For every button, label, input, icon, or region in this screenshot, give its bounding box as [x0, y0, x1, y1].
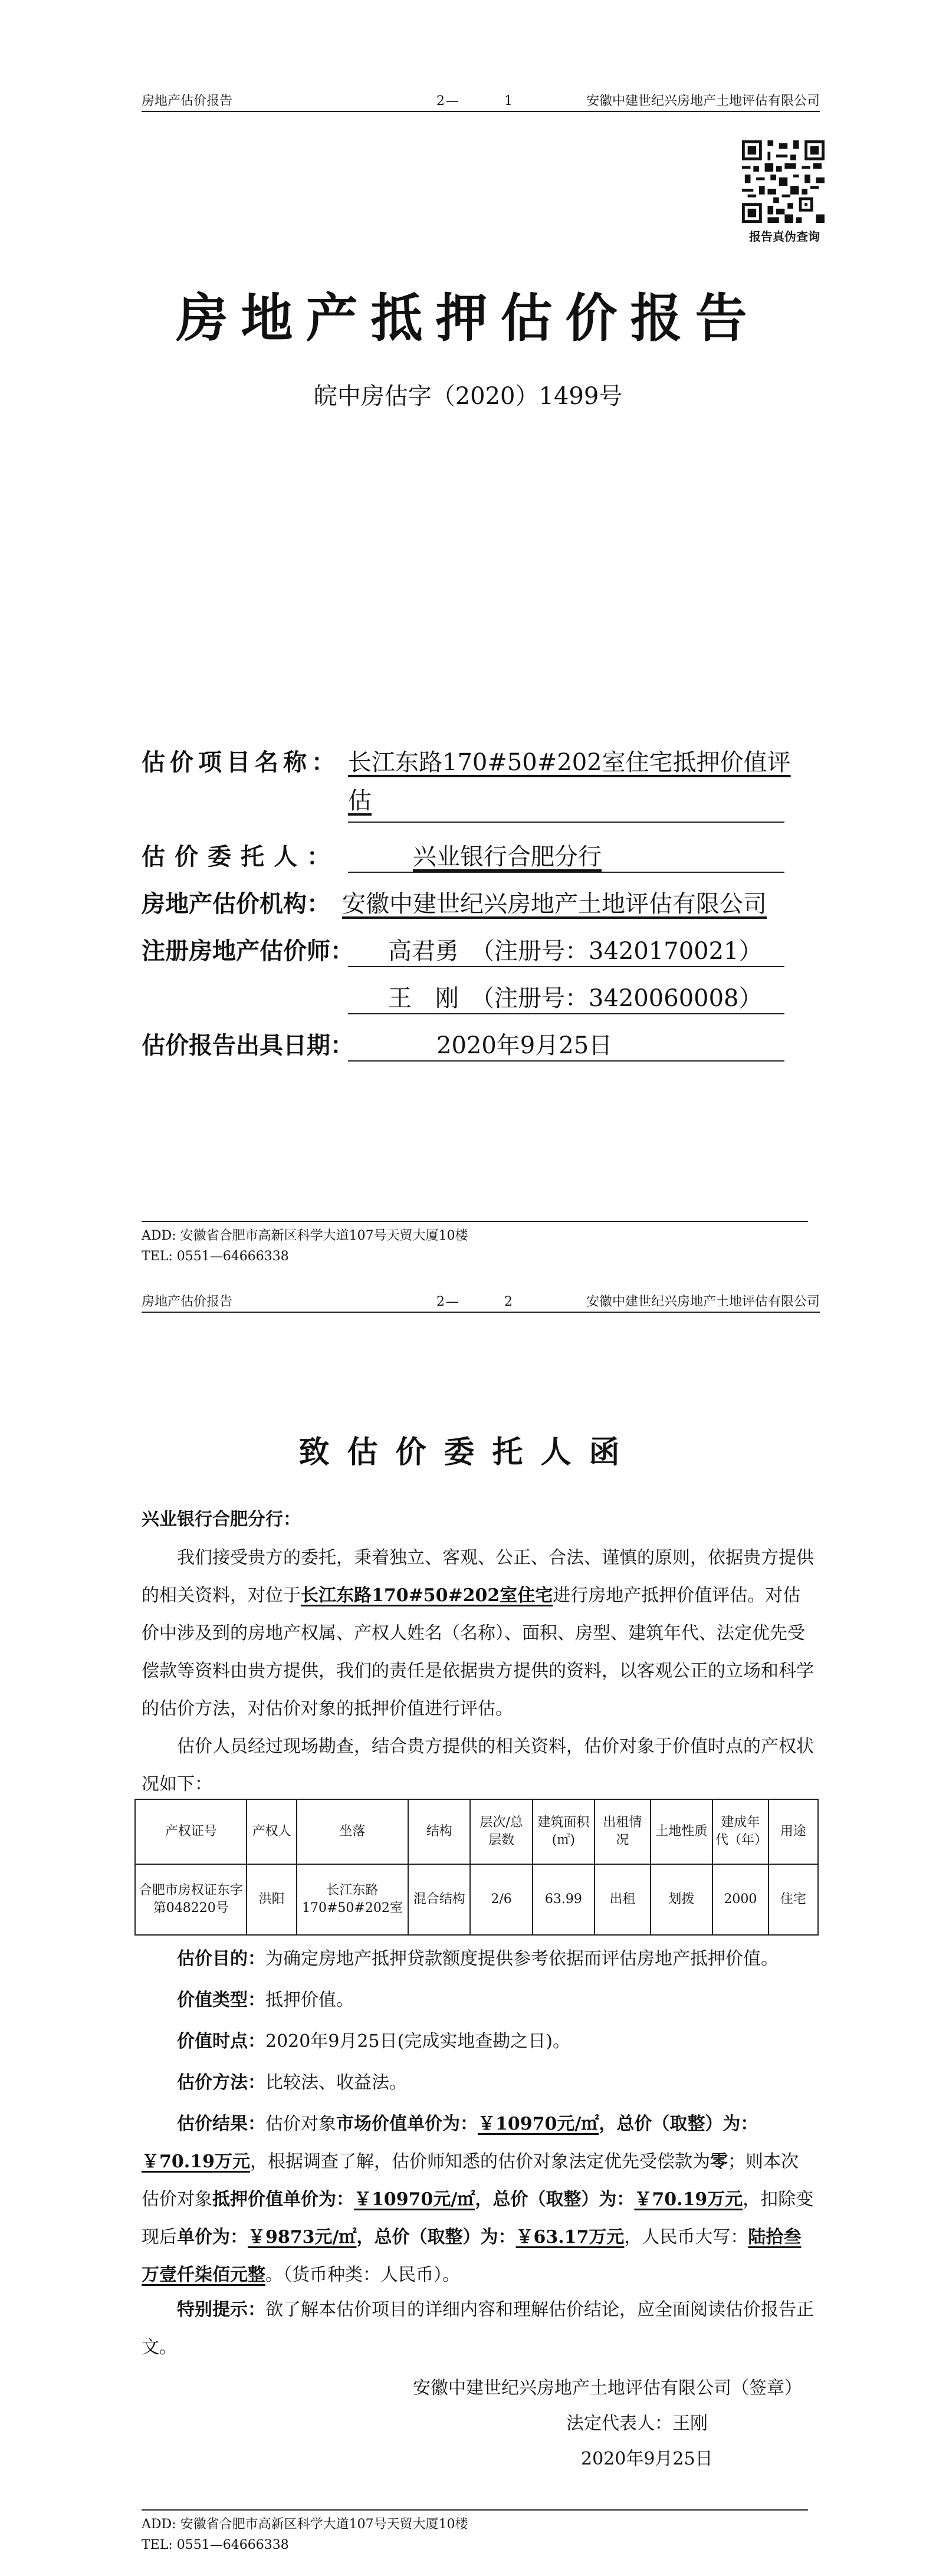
type-label: 价值类型：: [177, 1990, 265, 2010]
signature-date: 2020年9月25日: [581, 2449, 713, 2469]
footer-address: ADD: 安徽省合肥市高新区科学大道107号天贸大厦10楼: [142, 2517, 468, 2532]
result-text-3: ；则本次估价对象: [142, 2151, 799, 2210]
amount-in-words: 陆拾叁万壹仟柒佰元整: [142, 2227, 802, 2285]
project-underline: [348, 822, 784, 823]
market-unit-price: ￥10970元/㎡: [478, 2114, 599, 2134]
time-value: 2020年9月25日(完成实地查勘之日)。: [265, 2031, 571, 2052]
mortgage-unit-price: ￥10970元/㎡: [354, 2189, 475, 2210]
result-bold-2: ，总价（取整）为：: [599, 2114, 758, 2134]
para1-address: 长江东路170#50#202室住宅: [301, 1585, 553, 1606]
appraiser-label: 注册房地产估价师：: [142, 937, 354, 965]
th-structure: 结构: [408, 1799, 470, 1864]
report-ref-number: 皖中房估字（2020）1499号: [313, 383, 623, 410]
appraiser-2-underline: [348, 1013, 784, 1014]
value-time-line: [177, 2023, 814, 2061]
td-structure: 混合结构: [408, 1864, 470, 1935]
th-area: 建筑面积(㎡): [533, 1799, 595, 1864]
header-page-prefix: 2—: [436, 94, 460, 109]
result-bold-1: 市场价值单价为：: [336, 2114, 478, 2134]
td-area: 63.99: [533, 1864, 595, 1935]
td-rental: 出租: [595, 1864, 651, 1935]
date-underline: [348, 1060, 784, 1062]
header-company: 安徽中建世纪兴房地产土地评估有限公司: [586, 1294, 820, 1309]
page-header: [142, 93, 820, 112]
result-bold-5: ，总价（取整）为：: [475, 2189, 635, 2210]
letter-addressee: 兴业银行合肥分行：: [142, 1509, 301, 1530]
agency-value: 安徽中建世纪兴房地产土地评估有限公司: [342, 891, 767, 918]
th-land-type: 土地性质: [651, 1799, 712, 1864]
project-label: 估价项目名称：: [142, 748, 340, 776]
purpose-label: 估价目的：: [177, 1949, 265, 1969]
appraiser-1: 高君勇 （注册号：3420170021）: [388, 938, 763, 965]
th-location: 坐落: [297, 1799, 408, 1864]
footer-tel: TEL: 0551—64666338: [142, 2538, 289, 2552]
priority-amount: 零: [710, 2151, 728, 2172]
header-page-prefix: 2—: [436, 1294, 460, 1309]
th-rental: 出租情况: [595, 1799, 651, 1864]
method-label: 估价方法：: [177, 2072, 265, 2093]
letter-paragraph-1: [142, 1539, 814, 1728]
result-text-2: ，根据调查了解，估价师知悉的估价对象法定优先受偿款为: [249, 2151, 710, 2172]
tip-value: 欲了解本估价项目的详细内容和理解估价结论，应全面阅读估价报告正文。: [142, 2299, 814, 2358]
header-left: 房地产估价报告: [142, 1294, 233, 1309]
net-unit-price: ￥9873元/㎡: [248, 2227, 357, 2248]
method-value: 比较法、收益法。: [265, 2072, 407, 2093]
th-cert-no: 产权证号: [135, 1799, 247, 1864]
mortgage-total-price: ￥70.19万元: [634, 2189, 743, 2210]
result-text-4: ，扣除变现后: [142, 2189, 814, 2248]
td-location: 长江东路170#50#202室: [297, 1864, 408, 1935]
project-value-line1: 长江东路170#50#202室住宅抵押价值评: [348, 749, 791, 776]
market-total-price: ￥70.19万元: [142, 2151, 250, 2172]
special-tip: [142, 2291, 814, 2367]
th-usage: 用途: [768, 1799, 818, 1864]
result-bold-4: 抵押价值单价为：: [212, 2189, 354, 2210]
method-line: [177, 2064, 814, 2102]
th-owner: 产权人: [247, 1799, 296, 1864]
footer-address: ADD: 安徽省合肥市高新区科学大道107号天贸大厦10楼: [142, 1228, 468, 1243]
table-row: [135, 1864, 818, 1935]
client-value: 兴业银行合肥分行: [413, 843, 602, 870]
td-usage: 住宅: [768, 1864, 818, 1935]
footer-tel: TEL: 0551—64666338: [142, 1249, 289, 1264]
page-header: [142, 1294, 820, 1313]
td-land-type: 划拨: [651, 1864, 712, 1935]
report-title: 房地产抵押估价报告: [176, 287, 760, 349]
value-type-line: [177, 1982, 814, 2019]
header-page-number: 1: [504, 94, 513, 109]
td-floor: 2/6: [470, 1864, 532, 1935]
letter-title: 致估价委托人函: [298, 1434, 638, 1470]
qr-caption: 报告真伪查询: [749, 229, 820, 244]
para1-text-b: 进行房地产抵押价值评估。对估价中涉及到的房地产权属、产权人姓名（名称）、面积、房型、建筑年代、法定优先受偿款等资料由贵方提供，我们的责任是依据贵方提供的资料，以客观公正的立场和科学的估价方法，对估价对象的抵押价值进行评估。: [142, 1585, 814, 1719]
client-underline: [348, 872, 784, 873]
th-built-year: 建成年代（年）: [712, 1799, 768, 1864]
signature-company: 安徽中建世纪兴房地产土地评估有限公司（签章）: [413, 2378, 802, 2398]
letter-paragraph-2: 估价人员经过现场勘查，结合贵方提供的相关资料，估价对象于价值时点的产权状况如下：: [142, 1736, 814, 1795]
property-table: [134, 1799, 819, 1936]
para1-text-a: 我们接受贵方的委托，秉着独立、客观、公正、合法、谨慎的原则，依据贵方提供的相关资料，对位于: [142, 1547, 814, 1606]
qr-code-icon[interactable]: [742, 140, 825, 223]
time-label: 价值时点：: [177, 2031, 265, 2052]
header-left: 房地产估价报告: [142, 94, 233, 109]
header-page-number: 2: [504, 1294, 513, 1309]
purpose-line: [177, 1940, 814, 1978]
date-value: 2020年9月25日: [436, 1032, 613, 1059]
appraiser-1-underline: [348, 966, 784, 967]
type-value: 抵押价值。: [265, 1990, 354, 2010]
tip-label: 特别提示：: [177, 2299, 265, 2320]
agency-label: 房地产估价机构：: [142, 890, 330, 918]
client-label: 估价委托人：: [142, 843, 340, 870]
td-built-year: 2000: [712, 1864, 768, 1935]
header-company: 安徽中建世纪兴房地产土地评估有限公司: [586, 94, 820, 109]
td-owner: 洪阳: [247, 1864, 296, 1935]
result-text-5: ，人民币大写：: [624, 2227, 748, 2248]
date-label: 估价报告出具日期：: [142, 1031, 354, 1059]
project-value-line2: 估: [348, 787, 372, 814]
footer-rule: [142, 1221, 808, 1222]
th-floor: 层次/总层数: [470, 1799, 532, 1864]
result-text-6: 。（货币种类：人民币）。: [265, 2265, 460, 2285]
purpose-value: 为确定房地产抵押贷款额度提供参考依据而评估房地产抵押价值。: [265, 1949, 779, 1969]
table-header-row: [135, 1799, 818, 1864]
signature-representative: 法定代表人：王刚: [566, 2413, 708, 2434]
result-paragraph: [142, 2105, 814, 2294]
appraiser-2: 王 刚 （注册号：3420060008）: [388, 985, 763, 1012]
result-label: 估价结果：: [177, 2114, 265, 2134]
result-bold-6: 单价为：: [177, 2227, 248, 2248]
net-total-price: ￥63.17万元: [515, 2227, 625, 2248]
result-bold-7: ，总价（取整）为：: [356, 2227, 516, 2248]
footer-rule: [142, 2509, 808, 2511]
result-text-1: 估价对象: [265, 2114, 336, 2134]
td-cert-no: 合肥市房权证东字第048220号: [135, 1864, 247, 1935]
